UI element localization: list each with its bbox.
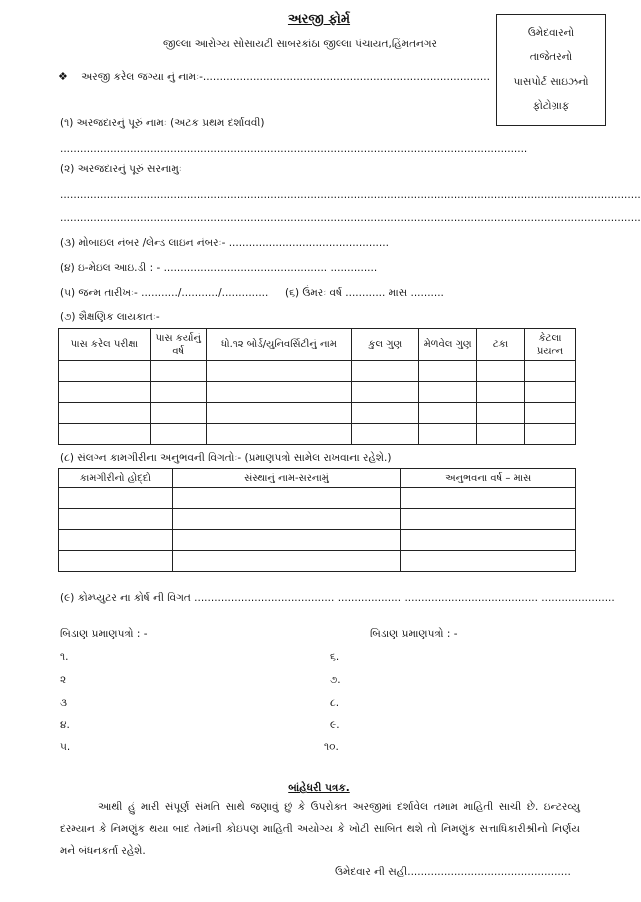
column-header: પાસ કરેલ પરીક્ષા	[59, 329, 151, 361]
table-cell[interactable]	[206, 403, 352, 424]
column-header: કેટલા પ્રયત્ન	[525, 329, 576, 361]
experience-table	[58, 468, 576, 572]
table-cell[interactable]	[525, 403, 576, 424]
table-cell[interactable]	[59, 509, 173, 530]
table-cell[interactable]	[172, 530, 401, 551]
table-cell[interactable]	[150, 382, 206, 403]
name-field-line[interactable]: ............................................................................................................................................	[60, 143, 528, 155]
table-cell[interactable]	[352, 403, 419, 424]
attachments-right-title: બિડાણ પ્રમાણપત્રો : -	[370, 628, 458, 640]
address-field-line-1[interactable]: ..............................................................................................................................................................................	[60, 189, 641, 201]
table-row	[59, 509, 576, 530]
column-header: કામગીરીનો હોદ્દો	[59, 469, 173, 488]
table-cell[interactable]	[150, 361, 206, 382]
table-cell[interactable]	[401, 509, 576, 530]
table-cell[interactable]	[59, 424, 151, 445]
table-cell[interactable]	[59, 488, 173, 509]
photo-box-line: તાજેતરનો	[529, 51, 573, 64]
list-item: ૭.	[330, 674, 341, 686]
table-cell[interactable]	[206, 361, 352, 382]
email-field[interactable]: (૪) ઇ-મેઇલ આઇ.ડી : - ................................................. ..............	[60, 262, 378, 274]
table-cell[interactable]	[525, 424, 576, 445]
table-row	[59, 551, 576, 572]
experience-label: (૮) સંલગ્ન કામગીરીના અનુભવની વિગતોઃ- (પ્રમાણપત્રો સામેલ રાખવાના રહેશે.)	[60, 452, 392, 464]
table-cell[interactable]	[172, 551, 401, 572]
column-header: કુલ ગુણ	[352, 329, 419, 361]
table-cell[interactable]	[172, 509, 401, 530]
table-cell[interactable]	[59, 403, 151, 424]
table-cell[interactable]	[419, 382, 477, 403]
list-item: ૧.	[60, 651, 69, 663]
computer-course-field[interactable]: (૯) કોમ્પ્યુટર ના કોર્ષ ની વિગત .......................................... ................... ........................................ ......................	[60, 592, 615, 604]
table-cell[interactable]	[419, 403, 477, 424]
table-cell[interactable]	[419, 424, 477, 445]
post-field	[58, 70, 490, 84]
table-cell[interactable]	[59, 361, 151, 382]
table-row	[59, 424, 576, 445]
list-item: ૪.	[60, 719, 70, 731]
column-header: પાસ કર્યાનું વર્ષ	[150, 329, 206, 361]
declaration-title: બાંહેધરી પત્રક.	[288, 782, 350, 794]
education-table	[58, 328, 576, 445]
declaration-body: આથી હું મારી સંપૂર્ણ સંમતિ સાથે જણાવું છું કે ઉપરોક્ત અરજીમાં દર્શાવેલ તમામ માહિતી સાચી છે. ઇન્ટરવ્યુ દરમ્યાન કે નિમણુંક થયા બાદ તેમાંની કોઇપણ માહિતી અયોગ્ય કે ખોટી સાબિત થશે તો નિમણુંક સત્તાધિકારીશ્રીનો નિર્ણય મને બંધનકર્તા રહેશે.	[60, 801, 580, 857]
attachments-left-title: બિડાણ પ્રમાણપત્રો : -	[60, 628, 148, 640]
table-cell[interactable]	[525, 382, 576, 403]
table-row	[59, 530, 576, 551]
education-header-row	[59, 329, 576, 361]
table-row	[59, 361, 576, 382]
mobile-field[interactable]: (૩) મોબાઇલ નંબર /લેન્ડ લાઇન નંબરઃ- ................................................	[60, 237, 389, 249]
list-item: ૨	[60, 674, 67, 686]
table-cell[interactable]	[352, 382, 419, 403]
column-header: ધો.૧૨ બોર્ડ/યુનિવર્સિટીનું નામ	[206, 329, 352, 361]
list-item: ૩	[60, 697, 67, 709]
table-cell[interactable]	[401, 488, 576, 509]
table-cell[interactable]	[59, 382, 151, 403]
list-item: ૮.	[330, 697, 340, 709]
table-row	[59, 382, 576, 403]
table-cell[interactable]	[401, 551, 576, 572]
photo-box-line: ફોટોગ્રાફ	[532, 100, 570, 113]
column-header: સંસ્થાનું નામ-સરનામું	[172, 469, 401, 488]
address-field-label: (૨) અરજદારનું પૂરું સરનામુઃ	[60, 163, 182, 175]
table-cell[interactable]	[401, 530, 576, 551]
table-cell[interactable]	[59, 551, 173, 572]
table-cell[interactable]	[206, 382, 352, 403]
table-cell[interactable]	[352, 361, 419, 382]
experience-header-row	[59, 469, 576, 488]
post-field-label: અરજી કરેલ જગ્યા નું નામઃ-......................................................................................	[81, 71, 490, 83]
table-row	[59, 488, 576, 509]
age-field[interactable]: (૬) ઉંમરઃ વર્ષ ............ માસ ..........	[285, 287, 444, 299]
photo-box-line: પાસપોર્ટ સાઇઝનો	[513, 75, 589, 88]
form-subtitle: જીલ્લા આરોગ્ય સોસાયટી સાબરકાંઠા જીલ્લા પંચાયત,હિંમતનગર	[163, 38, 437, 50]
list-item: ૫.	[60, 741, 71, 753]
table-cell[interactable]	[206, 424, 352, 445]
table-cell[interactable]	[477, 424, 525, 445]
table-row	[59, 403, 576, 424]
table-cell[interactable]	[352, 424, 419, 445]
table-cell[interactable]	[477, 361, 525, 382]
table-cell[interactable]	[477, 382, 525, 403]
list-item: ૯.	[330, 719, 340, 731]
list-item: ૧૦.	[324, 741, 339, 753]
table-cell[interactable]	[172, 488, 401, 509]
form-title: અરજી ફોર્મ	[287, 12, 351, 27]
column-header: અનુભવના વર્ષ – માસ	[401, 469, 576, 488]
diamond-bullet-icon: ❖	[58, 70, 68, 83]
table-cell[interactable]	[419, 361, 477, 382]
name-field-label: (૧) અરજદારનું પૂરું નામઃ (અટક પ્રથમ દર્શાવવી)	[60, 117, 265, 129]
list-item: ૬.	[330, 651, 340, 663]
education-label: (૭) શૈક્ષણિક લાયકાતઃ-	[60, 311, 160, 323]
table-cell[interactable]	[59, 530, 173, 551]
column-header: મેળવેલ ગુણ	[419, 329, 477, 361]
photo-box-line: ઉમેદવારનો	[527, 26, 575, 39]
table-cell[interactable]	[525, 361, 576, 382]
photo-box	[496, 14, 606, 126]
dob-field[interactable]: (૫) જન્મ તારીખઃ- .........../.........../..............	[60, 287, 269, 299]
table-cell[interactable]	[477, 403, 525, 424]
table-cell[interactable]	[150, 424, 206, 445]
column-header: ટકા	[477, 329, 525, 361]
address-field-line-2[interactable]: ..............................................................................................................................................................................	[60, 212, 641, 224]
table-cell[interactable]	[150, 403, 206, 424]
signature-field[interactable]: ઉમેદવાર ની સહી.................................................	[335, 866, 571, 878]
